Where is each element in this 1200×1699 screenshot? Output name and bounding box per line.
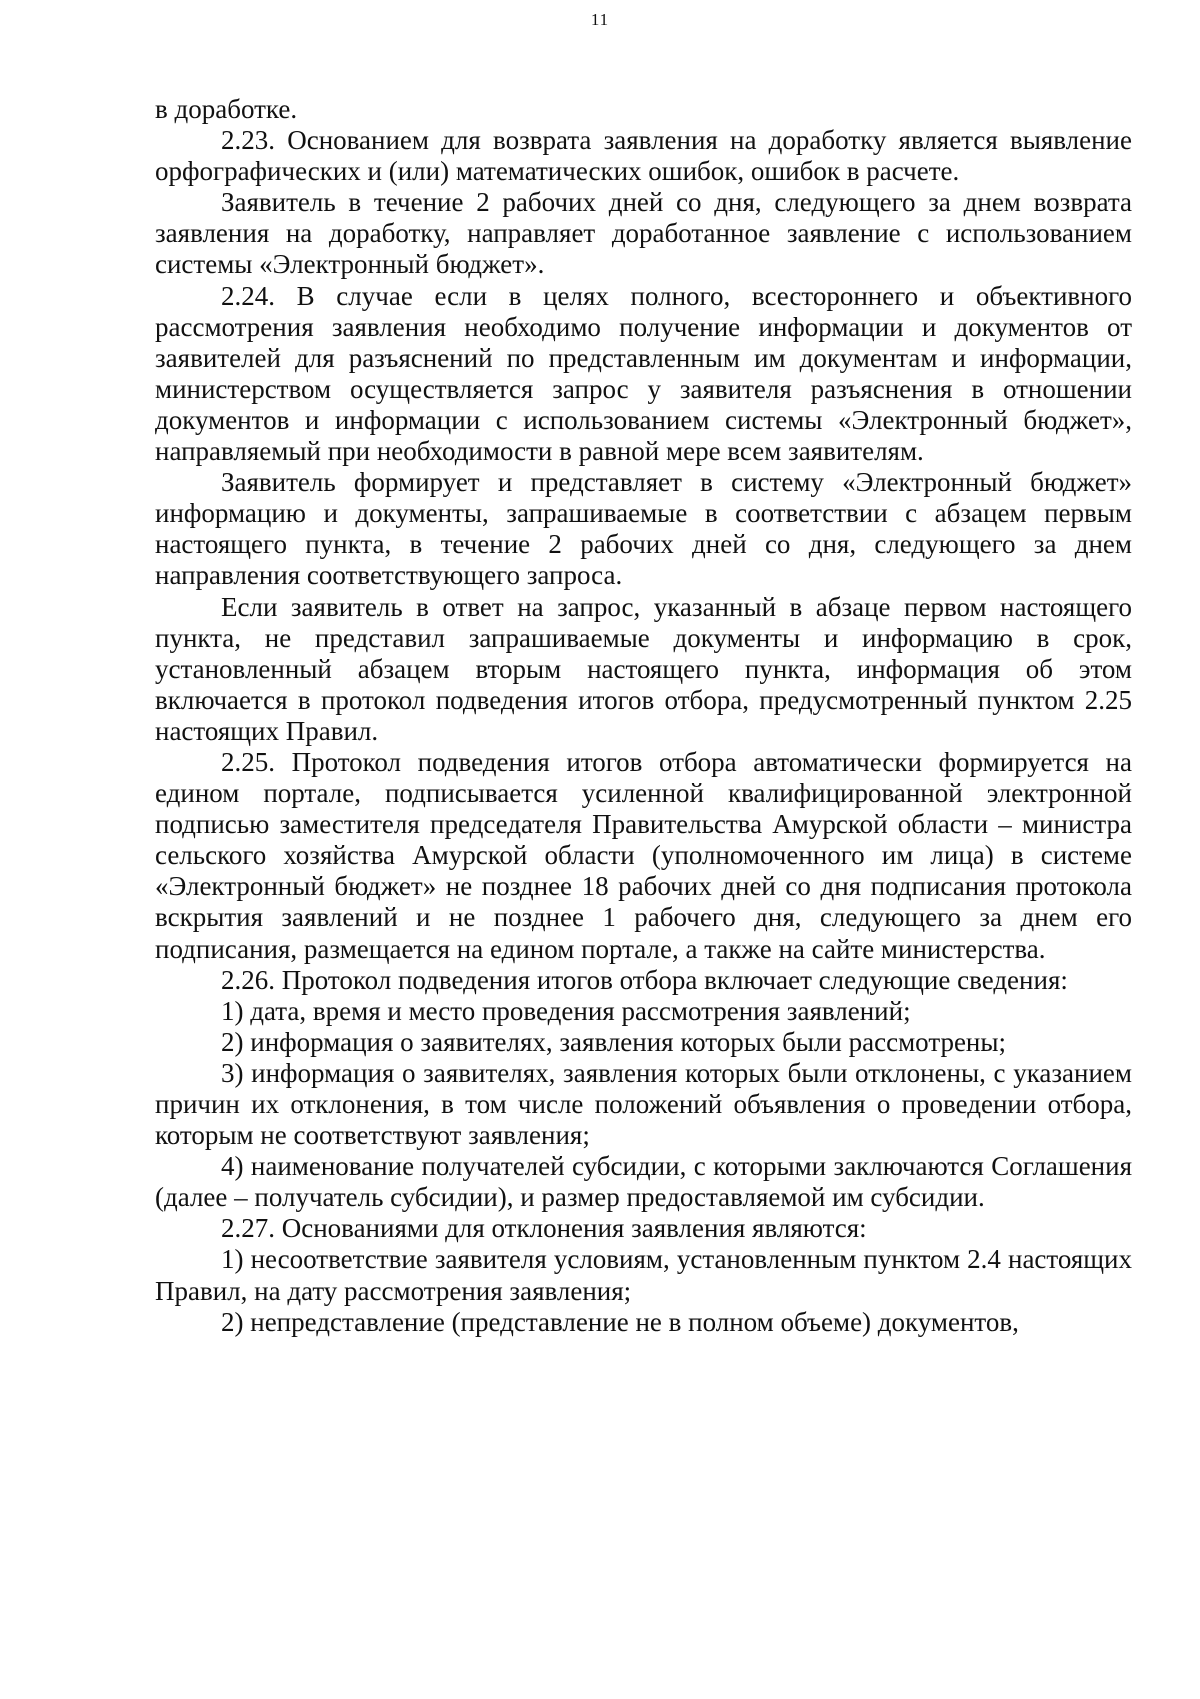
list-item: 2) информация о заявителях, заявления которых были рассмотрены; bbox=[221, 1026, 1007, 1057]
document-body bbox=[155, 94, 1132, 1338]
paragraph: Заявитель формирует и представляет в систему «Электронный бюджет» информацию и документы, запрашиваемые в соответствии с абзацем первым настоящего пункта, в течение 2 рабочих дней со дня, следующего за днем направления соответствующего запроса. bbox=[155, 467, 1132, 591]
list-item: 1) несоответствие заявителя условиям, установленным пунктом 2.4 настоящих Правил, на дату рассмотрения заявления; bbox=[155, 1244, 1132, 1306]
paragraph: в доработке. bbox=[155, 94, 298, 124]
paragraph: Если заявитель в ответ на запрос, указанный в абзаце первом настоящего пункта, не представил запрашиваемые документы и информацию в срок, установленный абзацем вторым настоящего пункта, информация об этом включается в протокол подведения итогов отбора, предусмотренный пунктом 2.25 настоящих Правил. bbox=[155, 591, 1132, 746]
paragraph: 2.26. Протокол подведения итогов отбора включает следующие сведения: bbox=[221, 964, 1068, 995]
paragraph: 2.23. Основанием для возврата заявления на доработку является выявление орфографических и (или) математических ошибок, ошибок в расчете. bbox=[155, 125, 1132, 187]
paragraph: Заявитель в течение 2 рабочих дней со дня, следующего за днем возврата заявления на доработку, направляет доработанное заявление с использованием системы «Электронный бюджет». bbox=[155, 187, 1132, 280]
list-item: 2) непредставление (представление не в полном объеме) документов, bbox=[221, 1306, 1019, 1337]
paragraph: 2.25. Протокол подведения итогов отбора автоматически формируется на едином портале, подписывается усиленной квалифицированной электронной подписью заместителя председателя Правительства Амурской области – министра сельского хозяйства Амурской области (уполномоченного им лица) в системе «Электронный бюджет» не позднее 18 рабочих дней со дня подписания протокола вскрытия заявлений и не позднее 1 рабочего дня, следующего за днем его подписания, размещается на едином портале, а также на сайте министерства. bbox=[155, 746, 1132, 964]
list-item: 1) дата, время и место проведения рассмотрения заявлений; bbox=[221, 995, 911, 1026]
list-item: 3) информация о заявителях, заявления которых были отклонены, с указанием причин их отклонения, в том числе положений объявления о проведении отбора, которым не соответствуют заявления; bbox=[155, 1057, 1132, 1151]
paragraph: 2.24. В случае если в целях полного, всестороннего и объективного рассмотрения заявления необходимо получение информации и документов от заявителей для разъяснений по представленным им документам и информации, министерством осуществляется запрос у заявителя разъяснения в отношении документов и информации с использованием системы «Электронный бюджет», направляемый при необходимости в равной мере всем заявителям. bbox=[155, 280, 1132, 467]
page-number: 11 bbox=[590, 10, 610, 29]
list-item: 4) наименование получателей субсидии, с которыми заключаются Соглашения (далее – получатель субсидии), и размер предоставляемой им субсидии. bbox=[155, 1151, 1132, 1213]
paragraph: 2.27. Основаниями для отклонения заявления являются: bbox=[221, 1213, 867, 1244]
